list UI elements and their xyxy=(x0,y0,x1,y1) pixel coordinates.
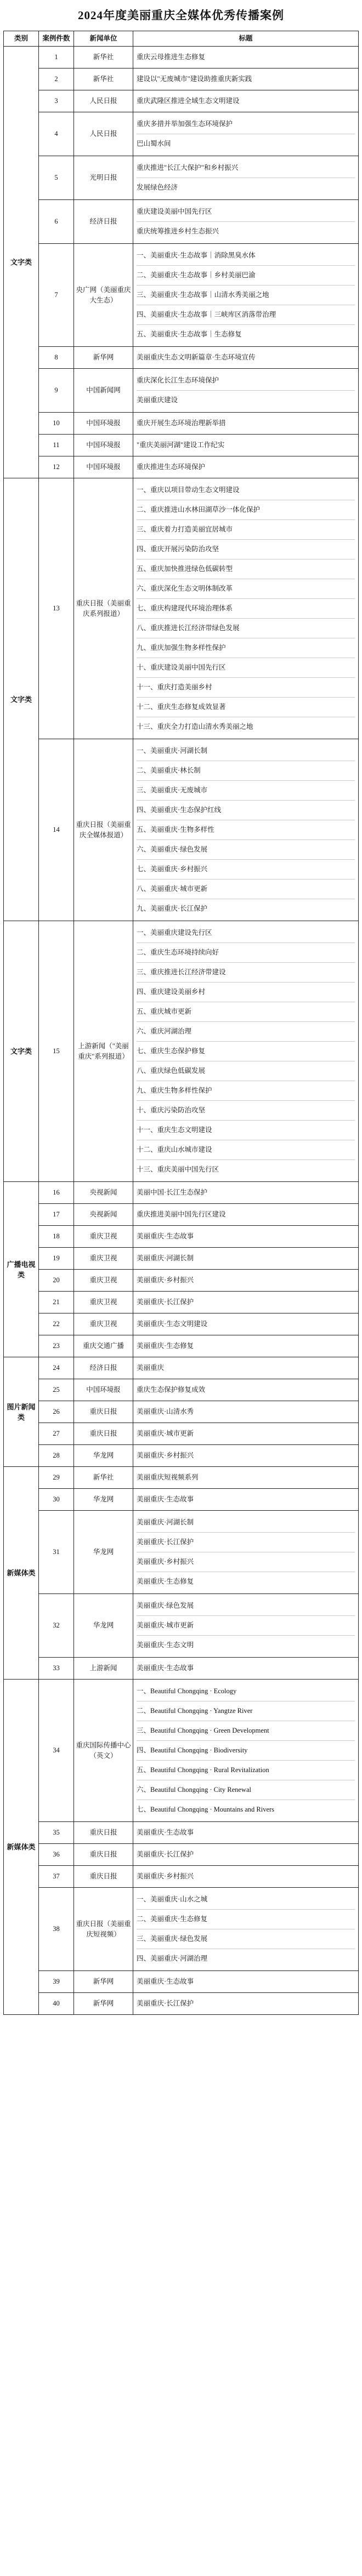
case-number-cell: 17 xyxy=(39,1204,74,1226)
title-cell xyxy=(133,156,359,200)
title-cell xyxy=(133,1226,359,1248)
title-text: 一、Beautiful Chongqing · Ecology xyxy=(137,1687,237,1695)
case-table xyxy=(3,31,359,2015)
case-number-cell: 39 xyxy=(39,1971,74,1993)
title-text: 一、美丽重庆建设先行区 xyxy=(137,929,212,936)
news-unit-cell: 中国新闻网 xyxy=(74,369,133,413)
case-number-cell: 24 xyxy=(39,1357,74,1379)
title-cell xyxy=(133,369,359,413)
title-text: 美丽重庆·乡村振兴 xyxy=(137,1452,194,1459)
title-text: 重庆推进"长江大保护"和乡村振兴 xyxy=(137,164,239,172)
case-number-cell: 14 xyxy=(39,739,74,921)
news-unit-cell: 重庆国际传播中心（英文） xyxy=(74,1680,133,1822)
news-unit-cell: 光明日报 xyxy=(74,156,133,200)
title-text: 八、重庆绿色低碳发展 xyxy=(137,1061,355,1081)
title-text: 重庆统筹推进乡村生态振兴 xyxy=(137,221,355,241)
title-cell xyxy=(133,1401,359,1423)
case-number-cell: 11 xyxy=(39,435,74,456)
case-number-cell: 18 xyxy=(39,1226,74,1248)
title-text: 美丽重庆·生态文明 xyxy=(137,1635,355,1655)
title-text: 美丽重庆·绿色发展 xyxy=(137,1602,194,1609)
case-number-cell: 3 xyxy=(39,90,74,112)
title-text: 八、美丽重庆·城市更新 xyxy=(137,879,355,899)
title-text: 美丽重庆·河湖长制 xyxy=(137,1518,194,1526)
title-text: 七、重庆构建现代环境治理体系 xyxy=(137,598,355,618)
table-row xyxy=(4,435,359,456)
title-text: 巴山蜀水间 xyxy=(137,134,355,153)
table-row xyxy=(4,1226,359,1248)
table-row xyxy=(4,90,359,112)
title-text: 九、美丽重庆·长江保护 xyxy=(137,899,355,918)
title-text: 重庆武隆区推进全域生态文明建设 xyxy=(137,97,240,105)
news-unit-cell: 重庆日报 xyxy=(74,1822,133,1844)
table-body xyxy=(4,47,359,2015)
table-row xyxy=(4,1357,359,1379)
news-unit-cell: 华龙网 xyxy=(74,1489,133,1511)
title-cell xyxy=(133,1335,359,1357)
title-cell xyxy=(133,1445,359,1467)
title-text: 美丽重庆·生态故事 xyxy=(137,1232,194,1240)
case-number-cell: 12 xyxy=(39,456,74,478)
case-number-cell: 28 xyxy=(39,1445,74,1467)
table-row xyxy=(4,1594,359,1658)
title-text: 二、美丽重庆·生态修复 xyxy=(137,1909,355,1929)
case-number-cell: 19 xyxy=(39,1248,74,1270)
title-text: 一、美丽重庆·河湖长制 xyxy=(137,747,208,755)
table-row xyxy=(4,1467,359,1489)
case-number-cell: 23 xyxy=(39,1335,74,1357)
table-row xyxy=(4,1993,359,2015)
title-cell xyxy=(133,1467,359,1489)
news-unit-cell: 中国环境报 xyxy=(74,1379,133,1401)
title-cell xyxy=(133,1182,359,1204)
title-cell xyxy=(133,456,359,478)
table-row xyxy=(4,1335,359,1357)
case-number-cell: 10 xyxy=(39,413,74,435)
news-unit-cell: 央视新闻 xyxy=(74,1204,133,1226)
title-text: 十三、重庆全力打造山清水秀美丽之地 xyxy=(137,717,355,736)
case-number-cell: 35 xyxy=(39,1822,74,1844)
table-row xyxy=(4,1489,359,1511)
case-number-cell: 38 xyxy=(39,1888,74,1971)
news-unit-cell: 重庆日报 xyxy=(74,1844,133,1866)
title-cell xyxy=(133,200,359,244)
title-text: 十一、重庆打造美丽乡村 xyxy=(137,677,355,697)
title-cell xyxy=(133,478,359,739)
category-cell: 新媒体类 xyxy=(4,1680,39,2015)
title-cell xyxy=(133,1594,359,1658)
title-text: 美丽重庆·城市更新 xyxy=(137,1430,194,1437)
case-number-cell: 13 xyxy=(39,478,74,739)
case-number-cell: 9 xyxy=(39,369,74,413)
title-cell xyxy=(133,1292,359,1313)
title-text: 美丽重庆·长江保护 xyxy=(137,1850,194,1858)
table-row xyxy=(4,1844,359,1866)
case-number-cell: 31 xyxy=(39,1511,74,1594)
title-text: 五、重庆城市更新 xyxy=(137,1002,355,1021)
title-text: 二、重庆生态环境持续向好 xyxy=(137,943,355,962)
title-text: 七、美丽重庆·乡村振兴 xyxy=(137,859,355,879)
case-number-cell: 4 xyxy=(39,112,74,156)
title-cell xyxy=(133,1822,359,1844)
news-unit-cell: 经济日报 xyxy=(74,1357,133,1379)
title-text: 八、重庆推进长江经济带绿色发展 xyxy=(137,618,355,638)
title-text: 十一、重庆生态文明建设 xyxy=(137,1120,355,1140)
title-cell xyxy=(133,1313,359,1335)
news-unit-cell: 央视新闻 xyxy=(74,1182,133,1204)
case-number-cell: 26 xyxy=(39,1401,74,1423)
table-row xyxy=(4,478,359,739)
title-cell xyxy=(133,1844,359,1866)
title-cell xyxy=(133,1270,359,1292)
title-text: 重庆深化长江生态环境保护 xyxy=(137,376,219,384)
table-row xyxy=(4,1511,359,1594)
news-unit-cell: 重庆日报（美丽重庆系列报道） xyxy=(74,478,133,739)
title-cell xyxy=(133,739,359,921)
news-unit-cell: 重庆日报 xyxy=(74,1866,133,1888)
category-cell: 图片新闻类 xyxy=(4,1357,39,1467)
title-text: 美丽重庆·乡村振兴 xyxy=(137,1872,194,1880)
category-cell: 文字类 xyxy=(4,478,39,921)
title-text: 美丽重庆·生态故事 xyxy=(137,1664,194,1672)
category-cell: 文字类 xyxy=(4,47,39,478)
title-cell xyxy=(133,921,359,1182)
title-text: 重庆开展生态环境治理新举措 xyxy=(137,419,226,427)
news-unit-cell: 央广网（美丽重庆 大生态） xyxy=(74,244,133,347)
title-text: 五、重庆加快推进绿色低碳转型 xyxy=(137,559,355,579)
header-count: 案例件数 xyxy=(39,31,74,47)
title-text: 五、美丽重庆·生物多样性 xyxy=(137,820,355,839)
table-row xyxy=(4,1379,359,1401)
news-unit-cell: 新华网 xyxy=(74,1971,133,1993)
title-text: 美丽中国·长江生态保护 xyxy=(137,1189,208,1196)
title-text: 三、美丽重庆·生态故事｜山清水秀美丽之地 xyxy=(137,285,355,305)
title-text: 十三、重庆美丽中国先行区 xyxy=(137,1160,355,1179)
header-unit: 新闻单位 xyxy=(74,31,133,47)
table-row xyxy=(4,68,359,90)
title-text: 三、重庆着力打造美丽宜居城市 xyxy=(137,519,355,539)
title-text: 重庆推进美丽中国先行区建设 xyxy=(137,1210,226,1218)
news-unit-cell: 人民日报 xyxy=(74,90,133,112)
news-unit-cell: 重庆日报（美丽重庆短视频） xyxy=(74,1888,133,1971)
title-text: 二、美丽重庆·林长制 xyxy=(137,761,355,780)
title-text: 美丽重庆·生态修复 xyxy=(137,1572,355,1591)
news-unit-cell: 重庆卫视 xyxy=(74,1292,133,1313)
title-cell xyxy=(133,347,359,369)
case-number-cell: 15 xyxy=(39,921,74,1182)
title-text: 重庆云母推进生态修复 xyxy=(137,53,206,61)
news-unit-cell: 华龙网 xyxy=(74,1511,133,1594)
table-row xyxy=(4,47,359,68)
title-text: 七、Beautiful Chongqing · Mountains and Rivers xyxy=(137,1800,355,1819)
case-number-cell: 1 xyxy=(39,47,74,68)
title-text: 六、重庆河湖治理 xyxy=(137,1021,355,1041)
title-text: 十、重庆污染防治攻坚 xyxy=(137,1100,355,1120)
news-unit-cell: 人民日报 xyxy=(74,112,133,156)
title-text: 重庆多措并举加强生态环境保护 xyxy=(137,120,233,128)
table-row xyxy=(4,1401,359,1423)
title-cell xyxy=(133,1357,359,1379)
table-row xyxy=(4,156,359,200)
title-text: 四、重庆建设美丽乡村 xyxy=(137,982,355,1002)
title-text: 美丽重庆建设 xyxy=(137,390,355,410)
case-number-cell: 36 xyxy=(39,1844,74,1866)
title-text: 三、美丽重庆·无废城市 xyxy=(137,780,355,800)
case-number-cell: 30 xyxy=(39,1489,74,1511)
table-row xyxy=(4,112,359,156)
title-text: 美丽重庆·乡村振兴 xyxy=(137,1552,355,1572)
title-cell xyxy=(133,1866,359,1888)
title-cell xyxy=(133,1489,359,1511)
table-row xyxy=(4,1248,359,1270)
table-row xyxy=(4,456,359,478)
news-unit-cell: 重庆卫视 xyxy=(74,1313,133,1335)
case-number-cell: 21 xyxy=(39,1292,74,1313)
case-number-cell: 6 xyxy=(39,200,74,244)
case-number-cell: 34 xyxy=(39,1680,74,1822)
table-row xyxy=(4,921,359,1182)
title-text: 二、美丽重庆·生态故事｜乡村美丽巴渝 xyxy=(137,265,355,285)
title-text: 美丽重庆·生态文明建设 xyxy=(137,1320,208,1328)
title-cell xyxy=(133,1658,359,1680)
title-text: 三、重庆推进长江经济带建设 xyxy=(137,962,355,982)
news-unit-cell: 经济日报 xyxy=(74,200,133,244)
title-cell xyxy=(133,244,359,347)
title-text: 四、重庆开展污染防治攻坚 xyxy=(137,539,355,559)
table-row xyxy=(4,1182,359,1204)
title-text: 重庆推进生态环境保护 xyxy=(137,463,206,471)
news-unit-cell: 新华网 xyxy=(74,1993,133,2015)
title-text: 二、重庆推进山水林田湖草沙一体化保护 xyxy=(137,500,355,519)
title-text: 一、美丽重庆·生态故事｜消除黑臭水体 xyxy=(137,252,256,259)
table-row xyxy=(4,1270,359,1292)
table-row xyxy=(4,1866,359,1888)
news-unit-cell: 重庆日报 xyxy=(74,1423,133,1445)
news-unit-cell: 华龙网 xyxy=(74,1445,133,1467)
category-cell: 新媒体类 xyxy=(4,1467,39,1680)
title-cell xyxy=(133,68,359,90)
news-unit-cell: 华龙网 xyxy=(74,1594,133,1658)
title-cell xyxy=(133,435,359,456)
table-row xyxy=(4,1888,359,1971)
title-text: 六、Beautiful Chongqing · City Renewal xyxy=(137,1780,355,1800)
title-text: 五、美丽重庆·生态故事｜生态修复 xyxy=(137,324,355,344)
document-title: 2024年度美丽重庆全媒体优秀传播案例 xyxy=(78,9,284,22)
news-unit-cell: 重庆卫视 xyxy=(74,1226,133,1248)
news-unit-cell: 重庆卫视 xyxy=(74,1248,133,1270)
title-text: 重庆建设美丽中国先行区 xyxy=(137,208,212,215)
table-row xyxy=(4,1658,359,1680)
table-row xyxy=(4,1822,359,1844)
table-row xyxy=(4,369,359,413)
title-text: 美丽重庆·长江保护 xyxy=(137,1298,194,1306)
news-unit-cell: 重庆交通广播 xyxy=(74,1335,133,1357)
title-text: 二、Beautiful Chongqing · Yangtze River xyxy=(137,1701,355,1721)
table-row xyxy=(4,1680,359,1822)
case-number-cell: 20 xyxy=(39,1270,74,1292)
title-text: 三、Beautiful Chongqing · Green Development xyxy=(137,1721,355,1740)
title-cell xyxy=(133,1204,359,1226)
table-row xyxy=(4,739,359,921)
title-cell xyxy=(133,413,359,435)
case-number-cell: 16 xyxy=(39,1182,74,1204)
title-text: 九、重庆加强生物多样性保护 xyxy=(137,638,355,658)
title-text: 美丽重庆 xyxy=(137,1364,165,1372)
title-text: 四、美丽重庆·河湖治理 xyxy=(137,1949,355,1968)
title-cell xyxy=(133,90,359,112)
title-text: 美丽重庆·长江保护 xyxy=(137,1532,355,1552)
title-text: 美丽重庆·山清水秀 xyxy=(137,1408,194,1415)
title-cell xyxy=(133,1993,359,2015)
news-unit-cell: 上游新闻（"美丽重庆"系列报道） xyxy=(74,921,133,1182)
title-text: 一、重庆以项目带动生态文明建设 xyxy=(137,486,240,494)
title-text: 美丽重庆·城市更新 xyxy=(137,1615,355,1635)
table-row xyxy=(4,1423,359,1445)
case-number-cell: 32 xyxy=(39,1594,74,1658)
title-text: 六、重庆深化生态文明体制改革 xyxy=(137,579,355,598)
case-number-cell: 2 xyxy=(39,68,74,90)
title-text: 六、美丽重庆·绿色发展 xyxy=(137,839,355,859)
news-unit-cell: 新华网 xyxy=(74,347,133,369)
news-unit-cell: 中国环境报 xyxy=(74,413,133,435)
title-text: 五、Beautiful Chongqing · Rural Revitalization xyxy=(137,1760,355,1780)
header-title: 标题 xyxy=(133,31,359,47)
case-number-cell: 25 xyxy=(39,1379,74,1401)
news-unit-cell: 重庆卫视 xyxy=(74,1270,133,1292)
case-number-cell: 7 xyxy=(39,244,74,347)
table-row xyxy=(4,1292,359,1313)
title-text: 美丽重庆·河湖长制 xyxy=(137,1254,194,1262)
title-text: 七、重庆生态保护修复 xyxy=(137,1041,355,1061)
case-number-cell: 29 xyxy=(39,1467,74,1489)
title-cell xyxy=(133,1888,359,1971)
news-unit-cell: 上游新闻 xyxy=(74,1658,133,1680)
title-text: 十二、重庆山水城市建设 xyxy=(137,1140,355,1160)
title-text: 美丽重庆·生态故事 xyxy=(137,1495,194,1503)
news-unit-cell: 新华社 xyxy=(74,47,133,68)
news-unit-cell: 中国环境报 xyxy=(74,456,133,478)
table-row xyxy=(4,413,359,435)
case-number-cell: 33 xyxy=(39,1658,74,1680)
title-text: 四、Beautiful Chongqing · Biodiversity xyxy=(137,1740,355,1760)
table-row xyxy=(4,1204,359,1226)
title-cell xyxy=(133,1971,359,1993)
header-category: 类别 xyxy=(4,31,39,47)
title-text: 十、重庆建设美丽中国先行区 xyxy=(137,658,355,677)
table-row xyxy=(4,1313,359,1335)
title-text: 十二、重庆生态修复成效显著 xyxy=(137,697,355,717)
case-number-cell: 8 xyxy=(39,347,74,369)
title-text: 美丽重庆·乡村振兴 xyxy=(137,1276,194,1284)
title-text: 发展绿色经济 xyxy=(137,178,355,197)
title-text: "重庆美丽河湖"建设工作纪实 xyxy=(137,441,225,449)
news-unit-cell: 中国环境报 xyxy=(74,435,133,456)
title-text: 九、重庆生物多样性保护 xyxy=(137,1081,355,1100)
table-row xyxy=(4,200,359,244)
table-header-row xyxy=(4,31,359,47)
category-cell: 广播电视类 xyxy=(4,1182,39,1357)
news-unit-cell: 新华社 xyxy=(74,1467,133,1489)
title-cell xyxy=(133,47,359,68)
title-cell xyxy=(133,1511,359,1594)
title-text: 四、美丽重庆·生态保护红线 xyxy=(137,800,355,820)
title-cell xyxy=(133,112,359,156)
news-unit-cell: 重庆日报（美丽重庆全媒体报道） xyxy=(74,739,133,921)
title-text: 三、美丽重庆·绿色发展 xyxy=(137,1929,355,1949)
title-text: 美丽重庆·生态修复 xyxy=(137,1342,194,1350)
news-unit-cell: 新华社 xyxy=(74,68,133,90)
title-text: 四、美丽重庆·生态故事｜三峡库区消落带治理 xyxy=(137,305,355,324)
title-text: 建设以"无废城市"建设助推重庆新实践 xyxy=(137,75,252,83)
case-number-cell: 27 xyxy=(39,1423,74,1445)
title-cell xyxy=(133,1379,359,1401)
title-text: 美丽重庆·生态故事 xyxy=(137,1978,194,1985)
title-text: 重庆生态保护修复成效 xyxy=(137,1386,206,1393)
title-text: 美丽重庆·长江保护 xyxy=(137,2000,194,2007)
title-cell xyxy=(133,1423,359,1445)
title-text: 一、美丽重庆·山水之城 xyxy=(137,1895,208,1903)
case-number-cell: 40 xyxy=(39,1993,74,2015)
title-cell xyxy=(133,1680,359,1822)
table-row xyxy=(4,1445,359,1467)
table-row xyxy=(4,347,359,369)
title-cell xyxy=(133,1248,359,1270)
table-row xyxy=(4,244,359,347)
case-number-cell: 37 xyxy=(39,1866,74,1888)
title-text: 美丽重庆·生态故事 xyxy=(137,1829,194,1836)
title-text: 美丽重庆生态文明新篇章·生态环境宣传 xyxy=(137,353,256,361)
news-unit-cell: 重庆日报 xyxy=(74,1401,133,1423)
case-number-cell: 5 xyxy=(39,156,74,200)
case-number-cell: 22 xyxy=(39,1313,74,1335)
title-text: 美丽重庆短视频系列 xyxy=(137,1473,199,1481)
category-cell: 文字类 xyxy=(4,921,39,1182)
table-row xyxy=(4,1971,359,1993)
